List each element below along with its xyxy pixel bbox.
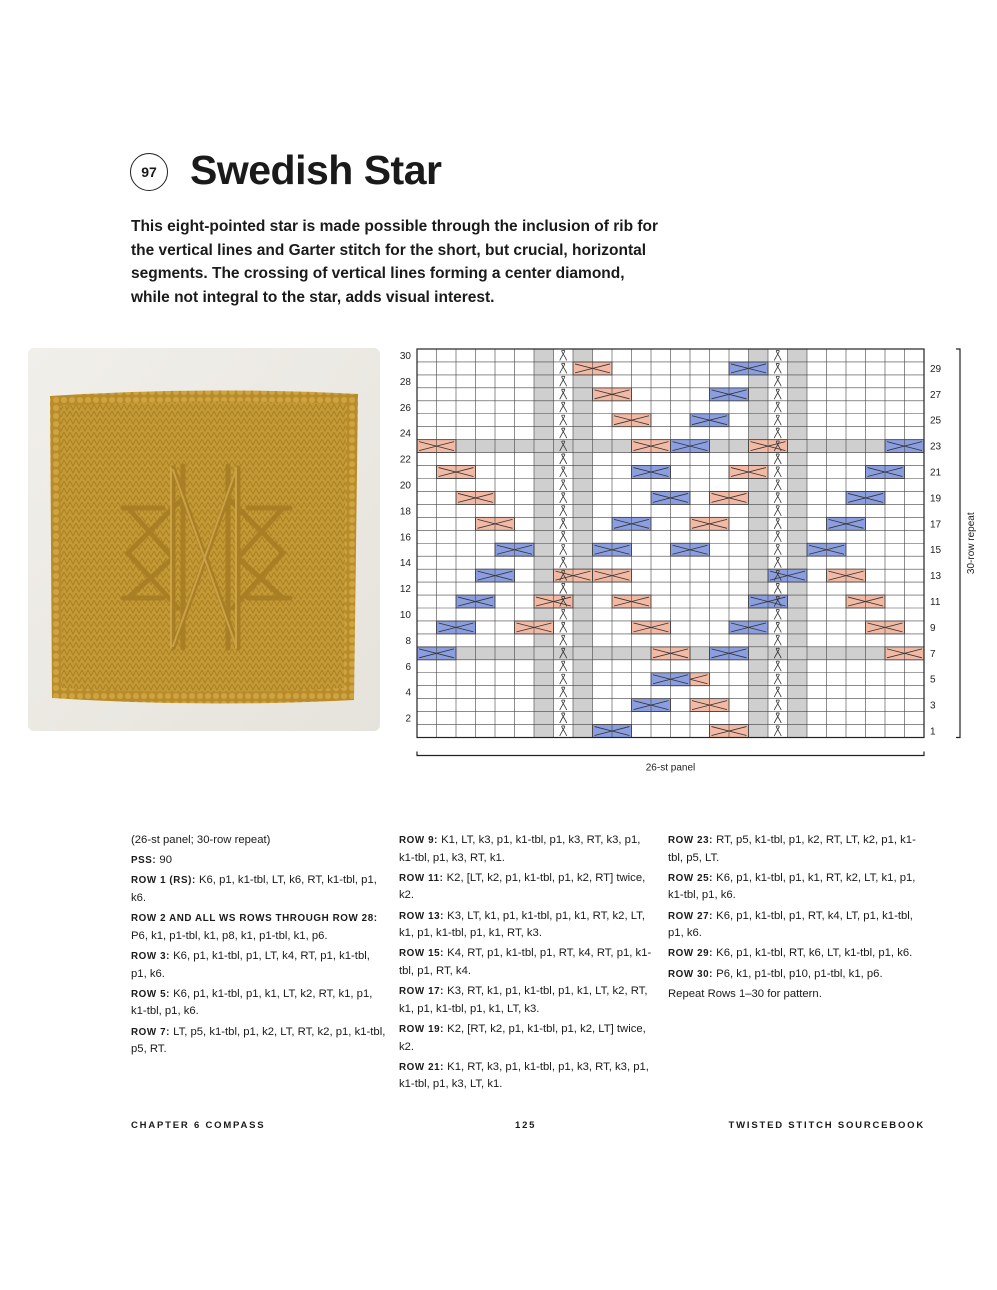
row-number-left: 18 [399, 506, 411, 518]
instruction-row [399, 983, 656, 1018]
row-label: ROW 21: [399, 1061, 445, 1073]
row-text: K6, p1, k1-tbl, p1, k1, LT, k2, RT, k1, p1, k1-tbl, p1, k6. [131, 987, 373, 1018]
row-number-right: 7 [930, 648, 936, 660]
row-label: ROW 27: [668, 910, 714, 922]
row-number-left: 2 [405, 713, 411, 725]
row-label: PSS: [131, 855, 157, 867]
instruction-row [399, 908, 656, 943]
row-number-right: 23 [930, 441, 942, 453]
row-label: ROW 19: [399, 1023, 445, 1035]
row-label: ROW 30: [668, 968, 714, 980]
footer-page-number: 125 [515, 1120, 537, 1131]
row-text: P6, k1, p1-tbl, k1, p8, k1, p1-tbl, k1, p6. [131, 929, 328, 942]
intro-paragraph: This eight-pointed star is made possible through the inclusion of rib for the vertical lines and Garter stitch for the short, but crucial, horizontal segments. The crossing of vertical lines forming a center diamond, while not integral to the star, adds visual interest. [131, 218, 659, 306]
row-number-right: 11 [930, 597, 941, 609]
row-number-left: 24 [399, 428, 411, 440]
repeat-label: 30-row repeat [966, 512, 977, 575]
instruction-row [668, 945, 923, 963]
instruction-row [131, 910, 386, 945]
footer-book-title: TWISTED STITCH SOURCEBOOK [728, 1120, 925, 1131]
row-label: ROW 13: [399, 910, 445, 922]
instruction-row [399, 1059, 656, 1094]
row-number-right: 5 [930, 674, 936, 686]
row-number-left: 22 [399, 454, 411, 466]
row-text: (26-st panel; 30-row repeat) [131, 834, 271, 846]
instruction-row [131, 948, 386, 983]
instruction-row [399, 870, 656, 905]
instruction-row [399, 945, 656, 980]
row-number-right: 9 [930, 622, 936, 634]
instruction-row [399, 832, 656, 867]
repeat-bracket [956, 349, 960, 738]
row-number-left: 16 [399, 532, 411, 544]
row-text: K3, RT, k1, p1, k1-tbl, p1, k1, LT, k2, RT, k1, p1, k1-tbl, p1, k1, LT, k3. [399, 985, 648, 1015]
row-text: K6, p1, k1-tbl, p1, RT, k4, LT, p1, k1-tbl, p1, k6. [668, 909, 913, 940]
row-number-left: 14 [399, 558, 411, 570]
row-text: K2, [RT, k2, p1, k1-tbl, p1, k2, LT] twice, k2. [399, 1022, 646, 1053]
row-label: ROW 25: [668, 872, 714, 884]
row-text: K1, LT, k3, p1, k1-tbl, p1, k3, RT, k3, p1, k1-tbl, p1, k3, RT, k1. [399, 834, 641, 864]
row-number-right: 13 [930, 571, 942, 583]
row-label: ROW 15: [399, 948, 445, 960]
panel-bracket [417, 752, 924, 756]
row-number-left: 26 [399, 402, 411, 414]
page-title: Swedish Star [190, 147, 442, 193]
row-number-right: 21 [930, 467, 942, 479]
row-label: ROW 9: [399, 835, 438, 846]
instruction-row [131, 832, 386, 850]
row-text: K6, p1, k1-tbl, RT, k6, LT, k1-tbl, p1, k6. [713, 947, 913, 960]
row-text: K2, [LT, k2, p1, k1-tbl, p1, k2, RT] twice, k2. [399, 871, 646, 902]
row-number-left: 28 [399, 376, 411, 388]
instruction-row [131, 872, 386, 907]
row-number-right: 29 [930, 363, 942, 375]
panel-label: 26-st panel [645, 762, 696, 774]
row-label: ROW 1 (RS): [131, 875, 196, 887]
row-text: P6, k1, p1-tbl, p10, p1-tbl, k1, p6. [713, 967, 883, 980]
instructions-column-3 [668, 832, 923, 1006]
row-number-left: 8 [405, 635, 411, 647]
row-number-left: 10 [399, 609, 411, 621]
row-label: ROW 5: [131, 988, 170, 1000]
row-text: K6, p1, k1-tbl, LT, k6, RT, k1-tbl, p1, k6. [131, 874, 377, 904]
footer-chapter: CHAPTER 6 COMPASS [131, 1120, 266, 1131]
instruction-row [131, 986, 386, 1021]
row-label: ROW 2 AND ALL WS ROWS THROUGH ROW 28: [131, 913, 378, 925]
row-number-right: 3 [930, 700, 936, 712]
row-number-right: 15 [930, 545, 942, 557]
row-text: K6, p1, k1-tbl, p1, k1, RT, k2, LT, k1, p1, k1-tbl, p1, k6. [668, 871, 916, 902]
instructions-column-1 [131, 832, 386, 1061]
instruction-row [668, 908, 923, 943]
row-text: RT, p5, k1-tbl, p1, k2, RT, LT, k2, p1, k1-tbl, p5, LT. [668, 834, 916, 864]
instruction-row [668, 966, 923, 984]
row-number-right: 17 [930, 519, 942, 531]
row-number-right: 25 [930, 415, 942, 427]
instruction-row [131, 1024, 386, 1059]
row-text: K6, p1, k1-tbl, p1, LT, k4, RT, p1, k1-tbl, p1, k6. [131, 949, 370, 980]
row-text: 90 [156, 854, 172, 867]
row-label: ROW 29: [668, 948, 714, 960]
instruction-row [668, 870, 923, 905]
row-label: ROW 3: [131, 950, 170, 962]
row-number-right: 1 [930, 726, 936, 738]
row-text: K4, RT, p1, k1-tbl, p1, RT, k4, RT, p1, k1-tbl, p1, RT, k4. [399, 947, 652, 977]
instruction-row [668, 986, 923, 1004]
row-number-right: 19 [930, 493, 942, 505]
instruction-row [668, 832, 923, 867]
row-number-left: 30 [399, 350, 411, 362]
row-text: Repeat Rows 1–30 for pattern. [668, 987, 822, 1000]
row-label: ROW 23: [668, 835, 714, 846]
instruction-row [131, 852, 386, 870]
row-label: ROW 11: [399, 872, 444, 884]
row-text: K3, LT, k1, p1, k1-tbl, p1, k1, RT, k2, LT, k1, p1, k1-tbl, p1, k1, RT, k3. [399, 909, 645, 940]
row-text: K1, RT, k3, p1, k1-tbl, p1, k3, RT, k3, p1, k1-tbl, p1, k3, LT, k1. [399, 1060, 649, 1091]
pattern-number: 97 [141, 164, 157, 180]
instructions-column-2 [399, 832, 656, 1096]
row-text: LT, p5, k1-tbl, p1, k2, LT, RT, k2, p1, k1-tbl, p5, RT. [131, 1025, 386, 1056]
row-label: ROW 7: [131, 1026, 170, 1038]
row-number-left: 20 [399, 480, 411, 492]
row-number-left: 4 [405, 687, 411, 699]
row-number-right: 27 [930, 389, 942, 401]
instruction-row [399, 1021, 656, 1056]
row-label: ROW 17: [399, 986, 445, 998]
row-number-left: 12 [399, 584, 411, 596]
row-number-left: 6 [405, 661, 411, 673]
